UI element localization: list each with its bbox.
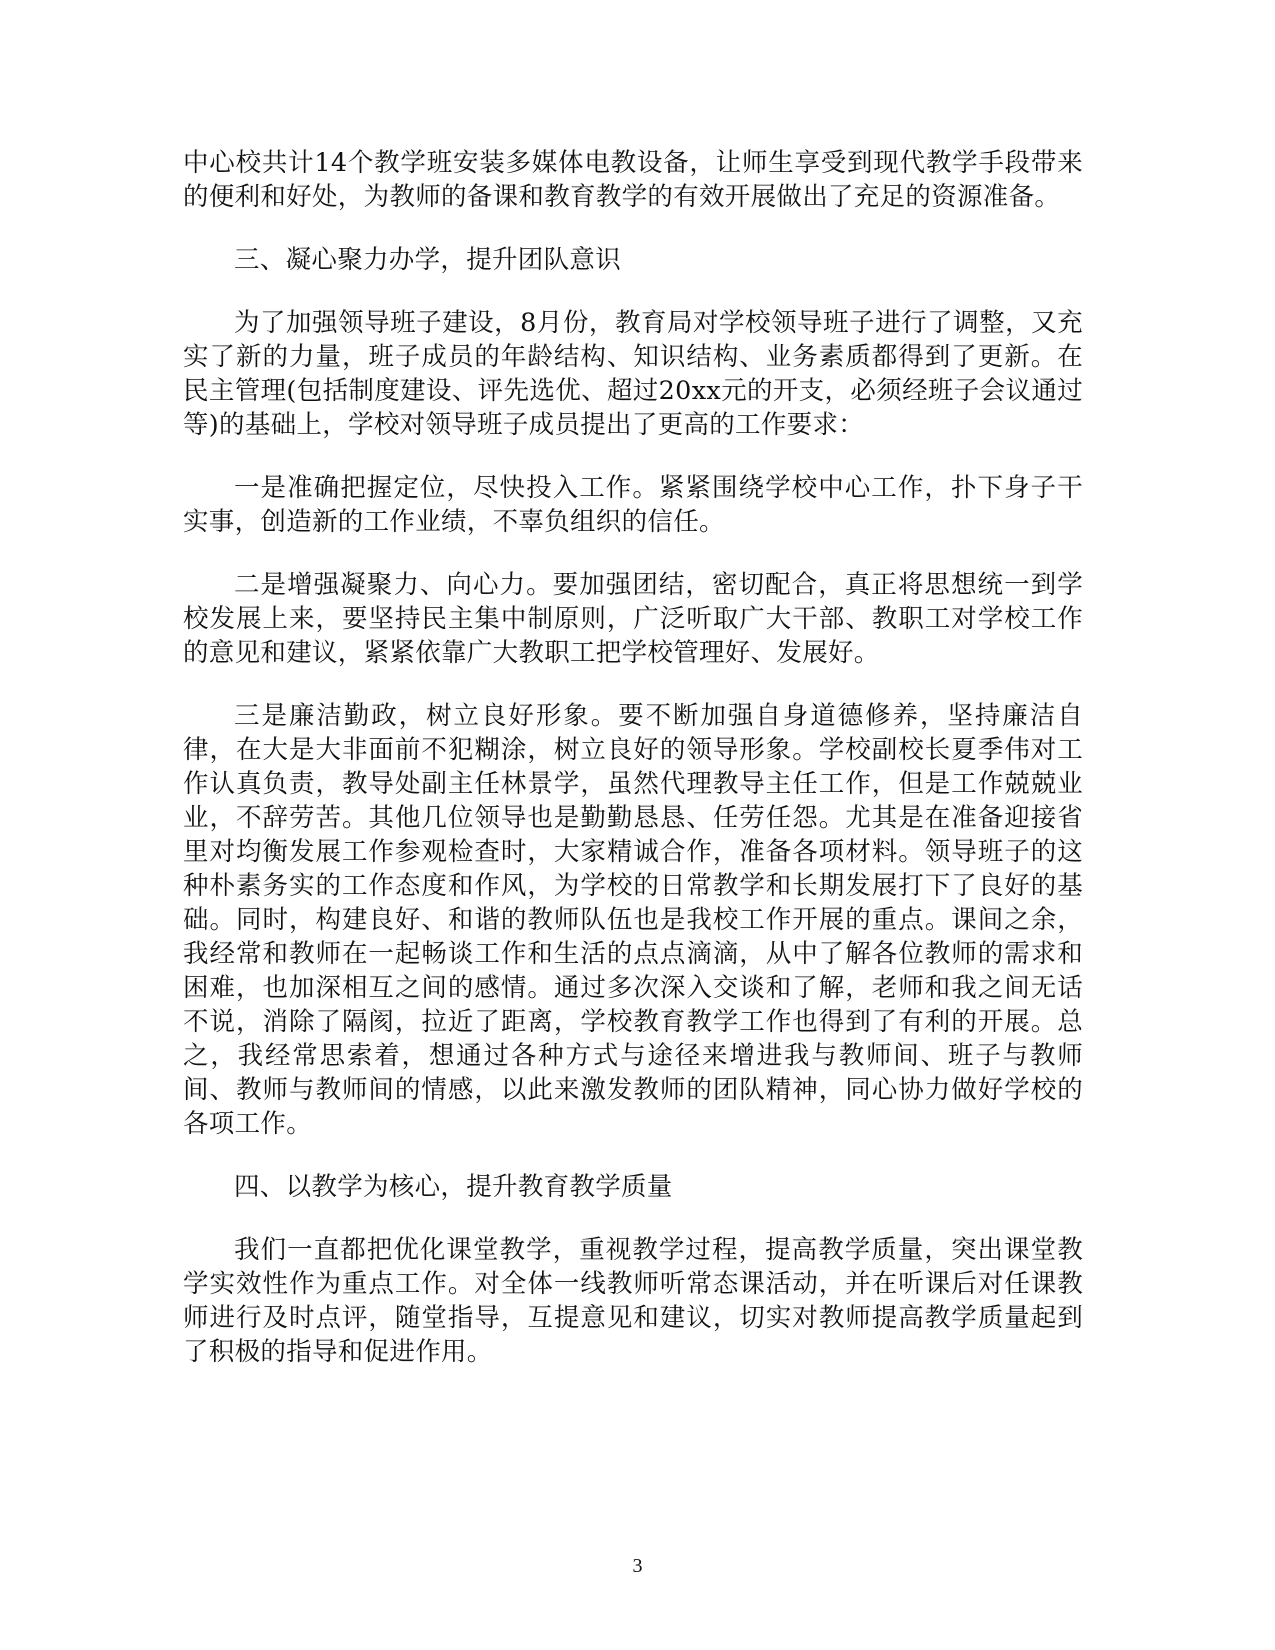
paragraph-leadership: 为了加强领导班子建设，8月份，教育局对学校领导班子进行了调整，又充实了新的力量，班子成员的年龄结构、知识结构、业务素质都得到了更新。在民主管理(包括制度建设、评先选优、超过20xx元的开支，必须经班子会议通过等)的基础上，学校对领导班子成员提出了更高的工作要求： (183, 308, 1083, 440)
page-body (183, 146, 1083, 1398)
paragraph-teaching: 我们一直都把优化课堂教学，重视教学过程，提高教学质量，突出课堂教学实效性作为重点工作。对全体一线教师听常态课活动，并在听课后对任课教师进行及时点评，随堂指导，互提意见和建议，切实对教师提高教学质量起到了积极的指导和促进作用。 (183, 1235, 1083, 1367)
section-heading-4: 四、以教学为核心，提升教育教学质量 (234, 1172, 673, 1202)
paragraph-requirement-1: 一是准确把握定位，尽快投入工作。紧紧围绕学校中心工作，扑下身子干实事，创造新的工作业绩，不辜负组织的信任。 (183, 473, 1083, 537)
page-number: 3 (632, 1555, 643, 1577)
paragraph-requirement-2: 二是增强凝聚力、向心力。要加强团结，密切配合，真正将思想统一到学校发展上来，要坚持民主集中制原则，广泛听取广大干部、教职工对学校工作的意见和建议，紧紧依靠广大教职工把学校管理好、发展好。 (183, 570, 1083, 668)
paragraph-requirement-3: 三是廉洁勤政，树立良好形象。要不断加强自身道德修养，坚持廉洁自律，在大是大非面前不犯糊涂，树立良好的领导形象。学校副校长夏季伟对工作认真负责，教导处副主任林景学，虽然代理教导主任工作，但是工作兢兢业业，不辞劳苦。其他几位领导也是勤勤恳恳、任劳任怨。尤其是在准备迎接省里对均衡发展工作参观检查时，大家精诚合作，准备各项材料。领导班子的这种朴素务实的工作态度和作风，为学校的日常教学和长期发展打下了良好的基础。同时，构建良好、和谐的教师队伍也是我校工作开展的重点。课间之余，我经常和教师在一起畅谈工作和生活的点点滴滴，从中了解各位教师的需求和困难，也加深相互之间的感情。通过多次深入交谈和了解，老师和我之间无话不说，消除了隔阂，拉近了距离，学校教育教学工作也得到了有利的开展。总之，我经常思索着，想通过各种方式与途径来增进我与教师间、班子与教师间、教师与教师间的情感，以此来激发教师的团队精神，同心协力做好学校的各项工作。 (183, 701, 1083, 1139)
paragraph-continuation: 中心校共计14个教学班安装多媒体电教设备，让师生享受到现代教学手段带来的便利和好处，为教师的备课和教育教学的有效开展做出了充足的资源准备。 (183, 148, 1083, 212)
section-heading-3: 三、凝心聚力办学，提升团队意识 (234, 245, 622, 275)
